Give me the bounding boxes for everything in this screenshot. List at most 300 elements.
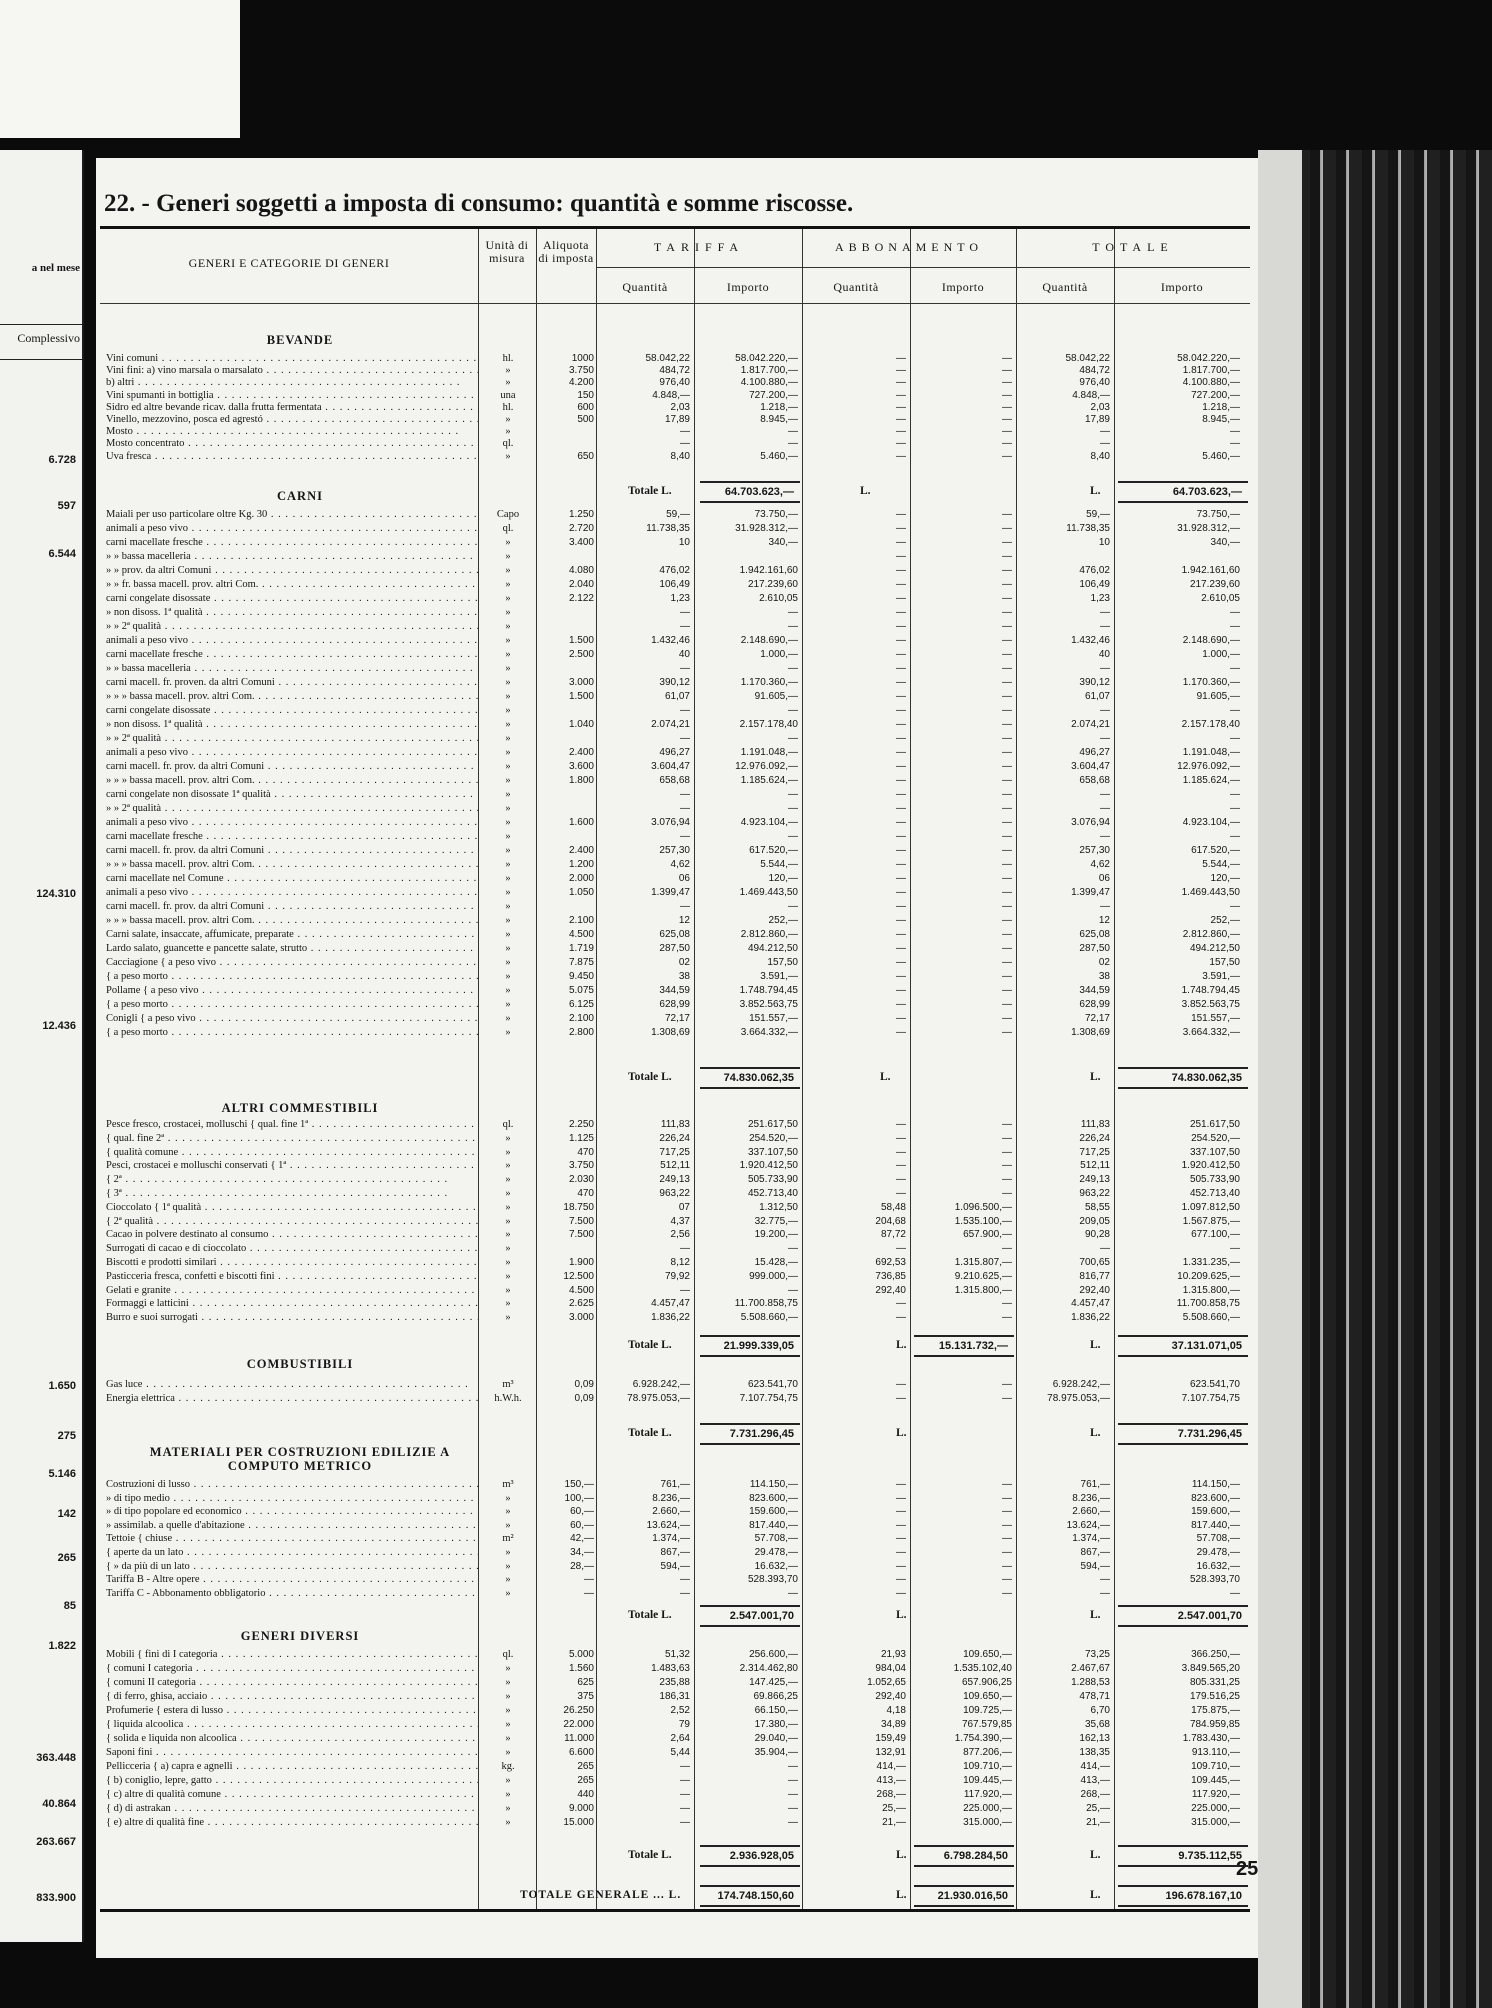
- cell-oi: —: [1230, 733, 1240, 744]
- cell-r: 4.500: [568, 1284, 594, 1296]
- cell-oi: 3.849.565,20: [1181, 1663, 1240, 1674]
- section-title-carni: CARNI: [277, 489, 323, 503]
- cell-u: »: [505, 593, 511, 604]
- cell-oi: —: [1230, 1587, 1240, 1599]
- table-row: [100, 901, 1250, 913]
- cell-ai: —: [1002, 523, 1012, 534]
- cell-oq: 344,59: [1079, 985, 1110, 996]
- cell-u: »: [505, 1719, 511, 1730]
- cell-ai: —: [1002, 377, 1012, 389]
- cell-g: { 2ª . . .: [106, 1174, 478, 1186]
- section-title-bevande: BEVANDE: [266, 333, 334, 347]
- cell-oi: 1.783.430,—: [1182, 1733, 1240, 1744]
- table-row: [100, 1479, 1250, 1491]
- cell-g: { solida e liquida non alcoolica . . .: [106, 1733, 478, 1745]
- table-row: [100, 365, 1250, 377]
- cell-tq: 8,40: [670, 450, 690, 462]
- cell-ai: 109.725,—: [963, 1705, 1012, 1716]
- cell-tq: —: [680, 1574, 690, 1586]
- cell-g: { qualità comune . . .: [106, 1147, 478, 1159]
- cell-ai: —: [1002, 915, 1012, 926]
- cell-u: »: [505, 607, 511, 618]
- table-row: [100, 1493, 1250, 1505]
- left-page-value: 5.146: [48, 1468, 76, 1480]
- data-table: [100, 226, 1250, 1912]
- cell-oi: 823.600,—: [1191, 1492, 1240, 1504]
- cell-oi: 1.469.443,50: [1181, 887, 1240, 898]
- cell-aq: —: [896, 1492, 906, 1504]
- cell-g: Cacciagione { a peso vivo . . .: [106, 957, 478, 969]
- cell-g: carni macellate nel Comune . . .: [106, 873, 478, 885]
- cell-oi: 3.591,—: [1202, 971, 1240, 982]
- cell-aq: —: [896, 450, 906, 462]
- cell-tq: —: [680, 831, 690, 842]
- table-row: [100, 929, 1250, 941]
- cell-r: 1.050: [568, 887, 594, 898]
- cell-ai: —: [1002, 761, 1012, 772]
- cell-tq: —: [680, 607, 690, 618]
- cell-ai: 109.710,—: [963, 1761, 1012, 1772]
- cell-aq: —: [896, 845, 906, 856]
- cell-r: 625: [577, 1677, 594, 1688]
- left-page-value: 833.900: [36, 1892, 76, 1904]
- cell-tq: —: [680, 1243, 690, 1255]
- left-page-value: 263.667: [36, 1836, 76, 1848]
- cell-aq: —: [896, 551, 906, 562]
- cell-ti: 151.557,—: [749, 1013, 798, 1024]
- cell-g: carni macell. fr. proven. da altri Comuni . . .: [106, 677, 478, 689]
- cell-oi: 452.713,40: [1189, 1188, 1240, 1199]
- cell-tq: 658,68: [659, 775, 690, 786]
- cell-ai: —: [1002, 537, 1012, 548]
- cell-aq: —: [896, 1160, 906, 1172]
- total-diversi-totale: 9.735.112,55: [1118, 1845, 1248, 1867]
- cell-tq: 2,56: [670, 1229, 690, 1241]
- cell-g: » » 2ª qualità . . .: [106, 621, 478, 633]
- total-materiali-tariffa: 2.547.001,70: [700, 1605, 800, 1627]
- cell-g: Lardo salato, guancette e pancette salate, strutto . . .: [106, 943, 478, 955]
- cell-ti: 823.600,—: [749, 1492, 798, 1504]
- cell-oi: 1.567.875,—: [1182, 1215, 1240, 1227]
- cell-u: m²: [502, 1533, 514, 1545]
- table-row: [100, 733, 1250, 745]
- cell-r: 7.875: [568, 957, 594, 968]
- cell-tq: 1.483,63: [651, 1663, 690, 1674]
- cell-g: » » 2ª qualità . . .: [106, 733, 478, 745]
- cell-g: { comuni II categoria . . .: [106, 1677, 478, 1689]
- cell-u: »: [505, 985, 511, 996]
- cell-oq: —: [1100, 733, 1110, 744]
- cell-oq: 658,68: [1079, 775, 1110, 786]
- cell-r: 34,—: [570, 1547, 594, 1558]
- table-row: [100, 1649, 1250, 1661]
- table-row: [100, 691, 1250, 703]
- cell-g: { c) altre di qualità comune . . .: [106, 1789, 478, 1801]
- cell-u: m³: [502, 1379, 514, 1390]
- cell-oq: 484,72: [1079, 365, 1110, 377]
- table-row: [100, 635, 1250, 647]
- cell-ai: —: [1002, 1174, 1012, 1186]
- table-row: [100, 985, 1250, 997]
- cell-ti: 1.000,—: [760, 649, 798, 660]
- cell-r: 1.040: [568, 719, 594, 730]
- cell-g: » » bassa macelleria . . .: [106, 551, 478, 563]
- cell-u: »: [505, 1201, 511, 1213]
- table-row: [100, 677, 1250, 689]
- table-row: [100, 719, 1250, 731]
- cell-oq: 111,83: [1080, 1119, 1110, 1130]
- section-title-generi-diversi: GENERI DIVERSI: [240, 1629, 360, 1643]
- cell-ti: 3.591,—: [760, 971, 798, 982]
- cell-ai: —: [1002, 985, 1012, 996]
- cell-ai: 109.650,—: [963, 1691, 1012, 1702]
- table-page: [96, 158, 1258, 1958]
- cell-tq: 13.624,—: [646, 1519, 690, 1531]
- cell-g: Costruzioni di lusso . . .: [106, 1479, 478, 1491]
- cell-r: 4.080: [568, 565, 594, 576]
- cell-ti: 57.708,—: [754, 1533, 798, 1545]
- cell-oq: 6.928.242,—: [1052, 1379, 1110, 1390]
- cell-u: »: [505, 1506, 511, 1518]
- cell-oi: 1.191.048,—: [1182, 747, 1240, 758]
- cell-oq: 21,—: [1086, 1817, 1110, 1828]
- cell-tq: 1.374,—: [652, 1533, 690, 1545]
- cell-ai: —: [1002, 551, 1012, 562]
- left-page-subheader: Complessivo: [0, 324, 84, 360]
- cell-oq: 594,—: [1080, 1560, 1110, 1572]
- cell-g: Carni salate, insaccate, affumicate, preparate . . .: [106, 929, 478, 941]
- cell-ai: —: [1002, 1027, 1012, 1038]
- cell-r: 0,09: [574, 1393, 594, 1404]
- cell-ai: —: [1002, 1379, 1012, 1390]
- cell-g: carni macell. fr. prov. da altri Comuni . . .: [106, 761, 478, 773]
- header-quantita: Quantità: [1042, 280, 1088, 294]
- cell-r: 2.400: [568, 845, 594, 856]
- table-row: [100, 1202, 1250, 1214]
- cell-ai: —: [1002, 901, 1012, 912]
- cell-u: »: [505, 1733, 511, 1744]
- cell-tq: 40: [678, 649, 690, 660]
- cell-aq: —: [896, 565, 906, 576]
- total-combustibili-totale: 7.731.296,45: [1118, 1423, 1248, 1445]
- cell-aq: —: [896, 1533, 906, 1545]
- table-row: [100, 426, 1250, 438]
- cell-oi: 12.976.092,—: [1177, 761, 1240, 772]
- cell-r: 150,—: [564, 1479, 594, 1490]
- cell-r: 600: [577, 401, 594, 413]
- cell-u: »: [505, 1160, 511, 1172]
- cell-tq: 976,40: [659, 377, 690, 389]
- cell-oi: 11.700.858,75: [1176, 1298, 1240, 1310]
- cell-oi: 7.107.754,75: [1181, 1393, 1240, 1404]
- cell-oq: 162,13: [1079, 1733, 1110, 1744]
- cell-ai: —: [1002, 426, 1012, 438]
- cell-ti: 3.852.563,75: [739, 999, 798, 1010]
- cell-oq: 4,62: [1090, 859, 1110, 870]
- left-page-value: 124.310: [36, 888, 76, 900]
- cell-aq: —: [896, 873, 906, 884]
- total-diversi-tariffa: 2.936.928,05: [700, 1845, 800, 1867]
- cell-u: »: [505, 901, 511, 912]
- table-row: [100, 353, 1250, 365]
- cell-oq: —: [1100, 663, 1110, 674]
- header-abbonamento: ABBONAMENTO: [834, 240, 984, 254]
- cell-ai: —: [1002, 677, 1012, 688]
- cell-oi: —: [1230, 1243, 1240, 1255]
- cell-aq: —: [896, 677, 906, 688]
- cell-ai: —: [1002, 845, 1012, 856]
- cell-ti: 1.748.794,45: [739, 985, 798, 996]
- cell-oi: 29.478,—: [1196, 1547, 1240, 1558]
- table-row: [100, 1393, 1250, 1405]
- cell-u: »: [505, 649, 511, 660]
- cell-aq: 25,—: [882, 1803, 906, 1814]
- table-row: [100, 747, 1250, 759]
- table-row: [100, 1229, 1250, 1241]
- cell-tq: 2.660,—: [652, 1506, 690, 1518]
- cell-ti: 2.812.860,—: [740, 929, 798, 940]
- cell-u: »: [505, 1547, 511, 1558]
- header-rule: [100, 303, 1250, 304]
- cell-tq: 3.076,94: [651, 817, 690, 828]
- cell-g: Gas luce . . .: [106, 1379, 478, 1391]
- cell-u: h.W.h.: [494, 1393, 522, 1404]
- cell-r: 1.600: [568, 817, 594, 828]
- table-row: [100, 621, 1250, 633]
- cell-ti: 16.632,—: [754, 1560, 798, 1572]
- cell-u: ql.: [502, 523, 514, 534]
- cell-oi: 1.920.412,50: [1181, 1160, 1240, 1172]
- cell-ti: 252,—: [768, 915, 798, 926]
- cell-oq: 249,13: [1079, 1174, 1110, 1186]
- left-page-value: 6.544: [48, 548, 76, 560]
- cell-r: 1.200: [568, 859, 594, 870]
- cell-g: Tariffa B - Altre opere . . .: [106, 1574, 478, 1586]
- cell-u: »: [505, 1519, 511, 1531]
- cell-ti: 31.928.312,—: [735, 523, 798, 534]
- cell-g: { 3ª . . .: [106, 1188, 478, 1200]
- cell-oq: 12: [1098, 915, 1110, 926]
- cell-tq: 496,27: [659, 747, 690, 758]
- cell-r: 1.900: [568, 1257, 594, 1268]
- header-importo: Importo: [941, 280, 985, 294]
- cell-oi: —: [1230, 607, 1240, 618]
- cell-ti: 4.100.880,—: [740, 377, 798, 389]
- cell-aq: —: [896, 537, 906, 548]
- cell-g: { di ferro, ghisa, acciaio . . .: [106, 1691, 478, 1703]
- cell-oq: —: [1100, 1587, 1110, 1599]
- cell-ai: —: [1002, 887, 1012, 898]
- cell-ti: 17.380,—: [754, 1719, 798, 1730]
- cell-oq: 17,89: [1084, 414, 1110, 425]
- cell-g: Vini fini: a) vino marsala o marsalato . . .: [106, 365, 478, 377]
- cell-ai: —: [1002, 1146, 1012, 1158]
- cell-oq: —: [1100, 901, 1110, 912]
- cell-r: 470: [577, 1188, 594, 1199]
- table-row: [100, 789, 1250, 801]
- cell-r: 1.560: [568, 1663, 594, 1674]
- cell-aq: 414,—: [876, 1761, 906, 1772]
- cell-oi: 109.445,—: [1191, 1775, 1240, 1786]
- cell-r: 6.600: [568, 1747, 594, 1758]
- cell-tq: —: [680, 438, 690, 450]
- cell-oi: —: [1230, 901, 1240, 912]
- cell-oi: 109.710,—: [1191, 1761, 1240, 1772]
- cell-ti: —: [788, 1817, 798, 1828]
- cell-ti: 32.775,—: [754, 1215, 798, 1227]
- cell-aq: —: [896, 761, 906, 772]
- cell-g: carni macell. fr. prov. da altri Comuni . . .: [106, 845, 478, 857]
- cell-ai: —: [1002, 1312, 1012, 1324]
- cell-oi: 340,—: [1210, 537, 1240, 548]
- cell-oq: 35,68: [1084, 1719, 1110, 1730]
- cell-tq: 61,07: [664, 691, 690, 702]
- table-row: [100, 438, 1250, 450]
- cell-oq: 2,03: [1090, 401, 1110, 413]
- cell-r: 1.500: [568, 635, 594, 646]
- cell-u: »: [505, 1243, 511, 1255]
- cell-ai: —: [1002, 607, 1012, 618]
- cell-u: »: [505, 957, 511, 968]
- cell-oq: 816,77: [1079, 1270, 1110, 1282]
- cell-u: »: [505, 789, 511, 800]
- cell-aq: —: [896, 859, 906, 870]
- cell-ti: 1.191.048,—: [740, 747, 798, 758]
- cell-oi: 3.852.563,75: [1181, 999, 1240, 1010]
- cell-oq: 496,27: [1079, 747, 1110, 758]
- cell-u: »: [505, 1270, 511, 1282]
- cell-aq: —: [896, 593, 906, 604]
- cell-ti: 3.664.332,—: [740, 1027, 798, 1038]
- cell-g: Formaggi e latticini . . .: [106, 1298, 478, 1310]
- cell-oi: 337.107,50: [1189, 1146, 1240, 1158]
- cell-oi: —: [1230, 426, 1240, 438]
- cell-u: »: [505, 1146, 511, 1158]
- cell-ti: 1.817.700,—: [740, 365, 798, 377]
- cell-oq: 58,55: [1084, 1201, 1110, 1213]
- cell-oq: 73,25: [1084, 1649, 1110, 1660]
- left-page-value: 142: [57, 1508, 76, 1520]
- cell-oi: 2.812.860,—: [1182, 929, 1240, 940]
- cell-ai: —: [1002, 803, 1012, 814]
- cell-aq: —: [896, 389, 906, 401]
- cell-oi: 784.959,85: [1189, 1719, 1240, 1730]
- cell-oi: 366.250,—: [1191, 1649, 1240, 1660]
- cell-r: 2.100: [568, 1013, 594, 1024]
- cell-aq: —: [896, 607, 906, 618]
- total-label: Totale L.: [628, 1339, 672, 1351]
- cell-ti: —: [788, 1803, 798, 1814]
- table-row: [100, 551, 1250, 563]
- table-row: [100, 1588, 1250, 1600]
- left-page-value: 275: [57, 1430, 76, 1442]
- cell-g: carni macell. fr. prov. da altri Comuni . . .: [106, 901, 478, 913]
- cell-oq: 226,24: [1079, 1132, 1110, 1144]
- cell-tq: 1.399,47: [651, 887, 690, 898]
- cell-ti: 256.600,—: [749, 1649, 798, 1660]
- cell-r: 18.750: [563, 1201, 594, 1213]
- top-margin: [0, 0, 240, 138]
- cell-aq: —: [896, 929, 906, 940]
- cell-aq: —: [896, 426, 906, 438]
- cell-tq: 10: [678, 537, 690, 548]
- cell-oi: 2.157.178,40: [1181, 719, 1240, 730]
- cell-ti: —: [788, 1587, 798, 1599]
- cell-ai: —: [1002, 450, 1012, 462]
- cell-ai: 767.579,85: [961, 1719, 1012, 1730]
- cell-r: 4.500: [568, 929, 594, 940]
- cell-oq: 700,65: [1079, 1257, 1110, 1268]
- cell-ai: —: [1002, 775, 1012, 786]
- cell-u: »: [505, 705, 511, 716]
- cell-oq: 106,49: [1079, 579, 1110, 590]
- cell-g: Pollame { a peso vivo . . .: [106, 985, 478, 997]
- cell-u: »: [505, 845, 511, 856]
- table-row: [100, 1761, 1250, 1773]
- table-row: [100, 579, 1250, 591]
- cell-aq: —: [896, 621, 906, 632]
- cell-g: » » » bassa macell. prov. altri Com. . . .: [106, 915, 478, 927]
- cell-oq: 625,08: [1079, 929, 1110, 940]
- cell-oi: 217.239,60: [1189, 579, 1240, 590]
- cell-oq: 476,02: [1079, 565, 1110, 576]
- cell-oi: 8.945,—: [1202, 414, 1240, 425]
- total-altri-abbonamento: 15.131.732,—: [914, 1335, 1014, 1357]
- cell-ai: —: [1002, 1506, 1012, 1518]
- cell-g: » di tipo popolare ed economico . . .: [106, 1506, 478, 1518]
- cell-tq: —: [680, 1587, 690, 1599]
- cell-oq: —: [1100, 621, 1110, 632]
- cell-oi: 251.617,50: [1189, 1119, 1240, 1130]
- cell-tq: 4,37: [670, 1215, 690, 1227]
- cell-ai: —: [1002, 1492, 1012, 1504]
- table-row: [100, 1285, 1250, 1297]
- cell-r: 15.000: [563, 1817, 594, 1828]
- cell-r: 4.200: [568, 377, 594, 389]
- table-row: [100, 1257, 1250, 1269]
- cell-oi: 225.000,—: [1191, 1803, 1240, 1814]
- cell-g: » » bassa macelleria . . .: [106, 663, 478, 675]
- cell-tq: 484,72: [659, 365, 690, 377]
- table-row: [100, 1803, 1250, 1815]
- cell-u: »: [505, 943, 511, 954]
- cell-u: »: [505, 1663, 511, 1674]
- cell-oi: 5.544,—: [1202, 859, 1240, 870]
- cell-aq: —: [896, 971, 906, 982]
- cell-tq: 1,23: [670, 593, 690, 604]
- cell-oi: 494.212,50: [1189, 943, 1240, 954]
- cell-ti: 8.945,—: [760, 414, 798, 425]
- cell-ti: 4.923.104,—: [740, 817, 798, 828]
- cell-oq: 976,40: [1079, 377, 1110, 389]
- table-row: [100, 663, 1250, 675]
- total-L: L.: [1090, 1849, 1101, 1861]
- cell-r: 375: [577, 1691, 594, 1702]
- table-row: [100, 607, 1250, 619]
- table-row: [100, 1663, 1250, 1675]
- cell-ti: 617.520,—: [749, 845, 798, 856]
- cell-oi: 805.331,25: [1189, 1677, 1240, 1688]
- cell-g: Vini comuni . . .: [106, 353, 478, 365]
- cell-ai: —: [1002, 943, 1012, 954]
- cell-tq: —: [680, 733, 690, 744]
- cell-ti: 69.866,25: [753, 1691, 798, 1702]
- cell-u: hl.: [502, 353, 514, 364]
- cell-ai: —: [1002, 1574, 1012, 1586]
- cell-oq: 78.975.053,—: [1047, 1393, 1110, 1404]
- cell-g: » » prov. da altri Comuni . . .: [106, 565, 478, 577]
- cell-aq: —: [896, 1574, 906, 1586]
